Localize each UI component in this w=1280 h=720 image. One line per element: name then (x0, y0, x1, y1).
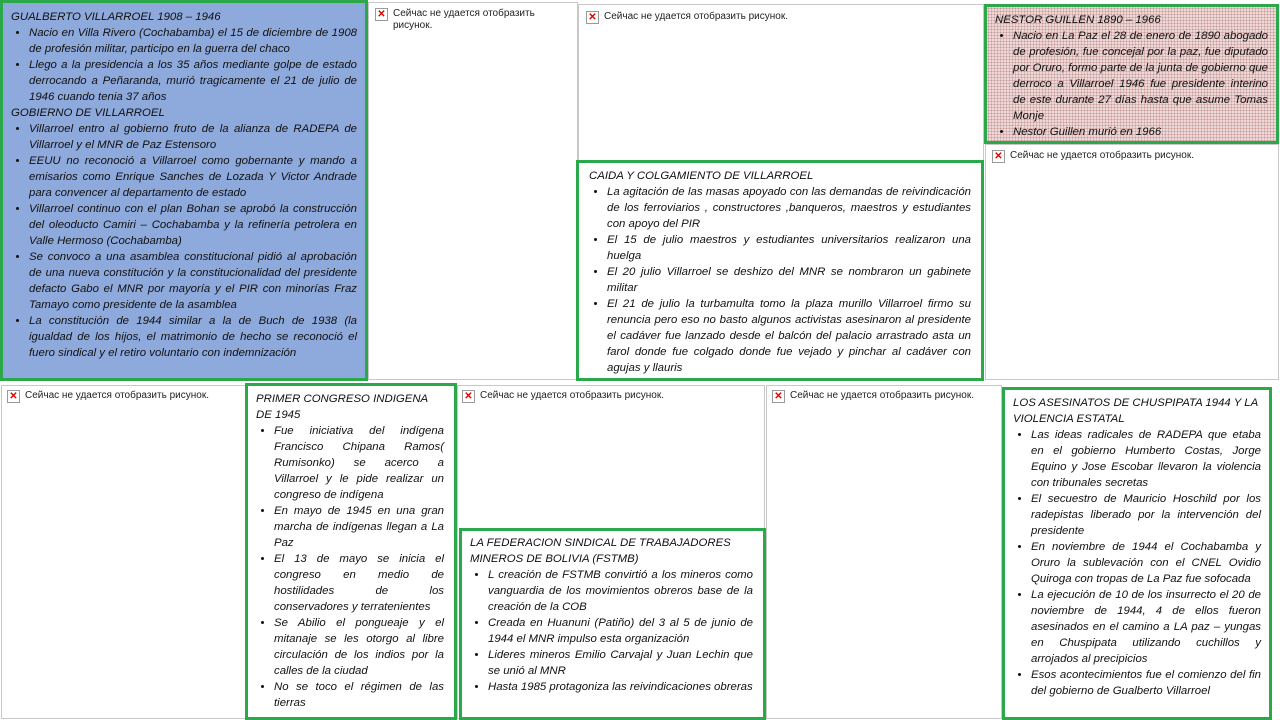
fstmb-panel (459, 528, 766, 720)
fstmb-title: LA FEDERACION SINDICAL DE TRABAJADORES MINEROS DE BOLIVIA (FSTMB) (470, 537, 731, 565)
fstmb-item: • L creación de FSTMB convirtió a los mineros como vanguardia de los movimientos obreros base de la creación de la COB (488, 567, 753, 615)
congreso-item: • Fue iniciativa del indígena Francisco Chipana Ramos( Rumisonko) se acerco a Villarroel y le pide realizar un congreso de indígena (274, 423, 444, 503)
guillen-title: NESTOR GUILLEN 1890 – 1966 (995, 14, 1161, 26)
guillen-item: • Nacio en La Paz el 28 de enero de 1890 abogado de profesión, fue concejal por la paz, fue diputado por Oruro, formo parte de la junta de gobierno que derroco a Villarroel 1946 fue presidente interino de este durante 27 días hasta que asume Tomas Monje (1013, 28, 1268, 124)
guillen-item: • Nestor Guillen murió en 1966 (1013, 124, 1268, 140)
congreso-title: PRIMER CONGRESO INDIGENA DE 1945 (256, 393, 428, 421)
chuspipata-panel (1002, 387, 1272, 720)
government-title: GOBIERNO DE VILLARROEL (11, 107, 165, 119)
broken-image-3: ✕ Сейчас не удается отобразить рисунок. (992, 150, 1252, 163)
broken-image-icon: ✕ (375, 8, 388, 21)
fstmb-item: • Hasta 1985 protagoniza las reivindicaciones obreras (488, 679, 753, 695)
government-item: • Villarroel continuo con el plan Bohan se aprobó la construcción del oleoducto Camiri – Cochabamba y la refinería petrolera en Valle Hermoso (Cochabamba) (29, 201, 357, 249)
caida-item: • El 21 de julio la turbamulta tomo la plaza murillo Villarroel firmo su renuncia pero eso no basto algunos activistas asesinaron al presidente el cadáver fue lanzado desde el balcón del palacio arrastrado asta un farol donde fue colgado donde fue vejado y pinchar al cadáver con agujas y llauris (607, 296, 971, 376)
broken-image-icon: ✕ (772, 390, 785, 403)
congreso-item: • No se toco el régimen de las tierras (274, 679, 444, 711)
broken-image-2: ✕ Сейчас не удается отобразить рисунок. (586, 11, 846, 24)
congreso-panel (245, 383, 457, 720)
caida-title: CAIDA Y COLGAMIENTO DE VILLARROEL (589, 170, 814, 182)
caida-panel (576, 160, 984, 381)
bio-item: • Nacio en Villa Rivero (Cochabamba) el 15 de diciembre de 1908 de profesión militar, participo en la guerra del chaco (29, 25, 357, 57)
image-frame-bottom-right (766, 385, 1002, 719)
chuspipata-item: • Las ideas radicales de RADEPA que etaba en el gobierno Humberto Costas, Jorge Equino y Jose Escobar llevaron la violencia con tribunales secretas (1031, 427, 1261, 491)
government-item: • La constitución de 1944 similar a la de Buch de 1938 (la igualdad de los hijos, el matrimonio de hecho se reconoció el fuero sindical y el retiro voluntario con indemnización (29, 313, 357, 361)
broken-image-icon: ✕ (462, 390, 475, 403)
broken-image-6: ✕ Сейчас не удается отобразить рисунок. (772, 390, 997, 403)
caida-item: • El 15 de julio maestros y estudiantes universitarios realizaron una huelga (607, 232, 971, 264)
chuspipata-item: • En noviembre de 1944 el Cochabamba y Oruro la sublevación con el CNEL Ovidio Quiroga con tropas de La Paz fue sofocada (1031, 539, 1261, 587)
congreso-item: • En mayo de 1945 en una gran marcha de indígenas llegan a La Paz (274, 503, 444, 551)
broken-image-5: ✕ Сейчас не удается отобразить рисунок. (462, 390, 722, 403)
bio-item: • Llego a la presidencia a los 35 años mediante golpe de estado derrocando a Peñaranda, murió tragicamente el 21 de julio de 1946 cuando tenia 37 años (29, 57, 357, 105)
fstmb-item: • Lideres mineros Emilio Carvajal y Juan Lechin que se unió al MNR (488, 647, 753, 679)
bio-title: GUALBERTO VILLARROEL 1908 – 1946 (11, 11, 221, 23)
chuspipata-item: • Esos acontecimientos fue el comienzo del fin del gobierno de Gualberto Villarroel (1031, 667, 1261, 699)
chuspipata-item: • El secuestro de Mauricio Hoschild por los radepistas liberado por la intervención del presidente (1031, 491, 1261, 539)
caida-item: • La agitación de las masas apoyado con las demandas de reivindicación de los ferroviarios , constructores ,banqueros, maestros y estudiantes con apoyo del PIR (607, 184, 971, 232)
broken-image-icon: ✕ (992, 150, 1005, 163)
government-item: • EEUU no reconoció a Villarroel como gobernante y mando a emisarios como Enrique Sanches de Lozada Y Victor Andrade para convencer al departamento de estado (29, 153, 357, 201)
congreso-item: • Se Abilio el pongueaje y el mitanaje se les otorgo al libre circulación de los indios por la calles de la ciudad (274, 615, 444, 679)
caida-item: • El 20 julio Villarroel se deshizo del MNR se nombraron un gabinete militar (607, 264, 971, 296)
villarroel-bio-panel (0, 0, 368, 381)
image-frame-top-middle (368, 2, 578, 380)
government-item: • Villarroel entro al gobierno fruto de la alianza de RADEPA de Villarroel y el MNR de Paz Estensoro (29, 121, 357, 153)
fstmb-item: • Creada en Huanuni (Patiño) del 3 al 5 de junio de 1944 el MNR impulso esta organización (488, 615, 753, 647)
broken-image-icon: ✕ (586, 11, 599, 24)
broken-image-icon: ✕ (7, 390, 20, 403)
image-frame-right-middle (985, 144, 1279, 380)
guillen-panel (984, 4, 1279, 144)
broken-image-4: ✕ Сейчас не удается отобразить рисунок. (7, 390, 247, 403)
government-item: • Se convoco a una asamblea constitucional pidió al aprobación de una nueva constitución y la constitucionalidad del presidente defacto Gabo el MNR por mayoría y el PIR con minorías Fraz Tamayo como presidente de la asamblea (29, 249, 357, 313)
congreso-item: • El 13 de mayo se inicia el congreso en medio de hostilidades de los conservadores y terratenientes (274, 551, 444, 615)
chuspipata-item: • La ejecución de 10 de los insurrecto el 20 de noviembre de 1944, 4 de ellos fueron asesinados en el camino a LA paz – yungas en Chuspipata utilizando cuchillos y arrojados al precipicios (1031, 587, 1261, 667)
image-frame-bottom-left (1, 385, 247, 719)
chuspipata-title: LOS ASESINATOS DE CHUSPIPATA 1944 Y LA VIOLENCIA ESTATAL (1013, 397, 1258, 425)
broken-image-1: ✕ Сейчас не удается отобразить рисунок. (375, 8, 555, 32)
